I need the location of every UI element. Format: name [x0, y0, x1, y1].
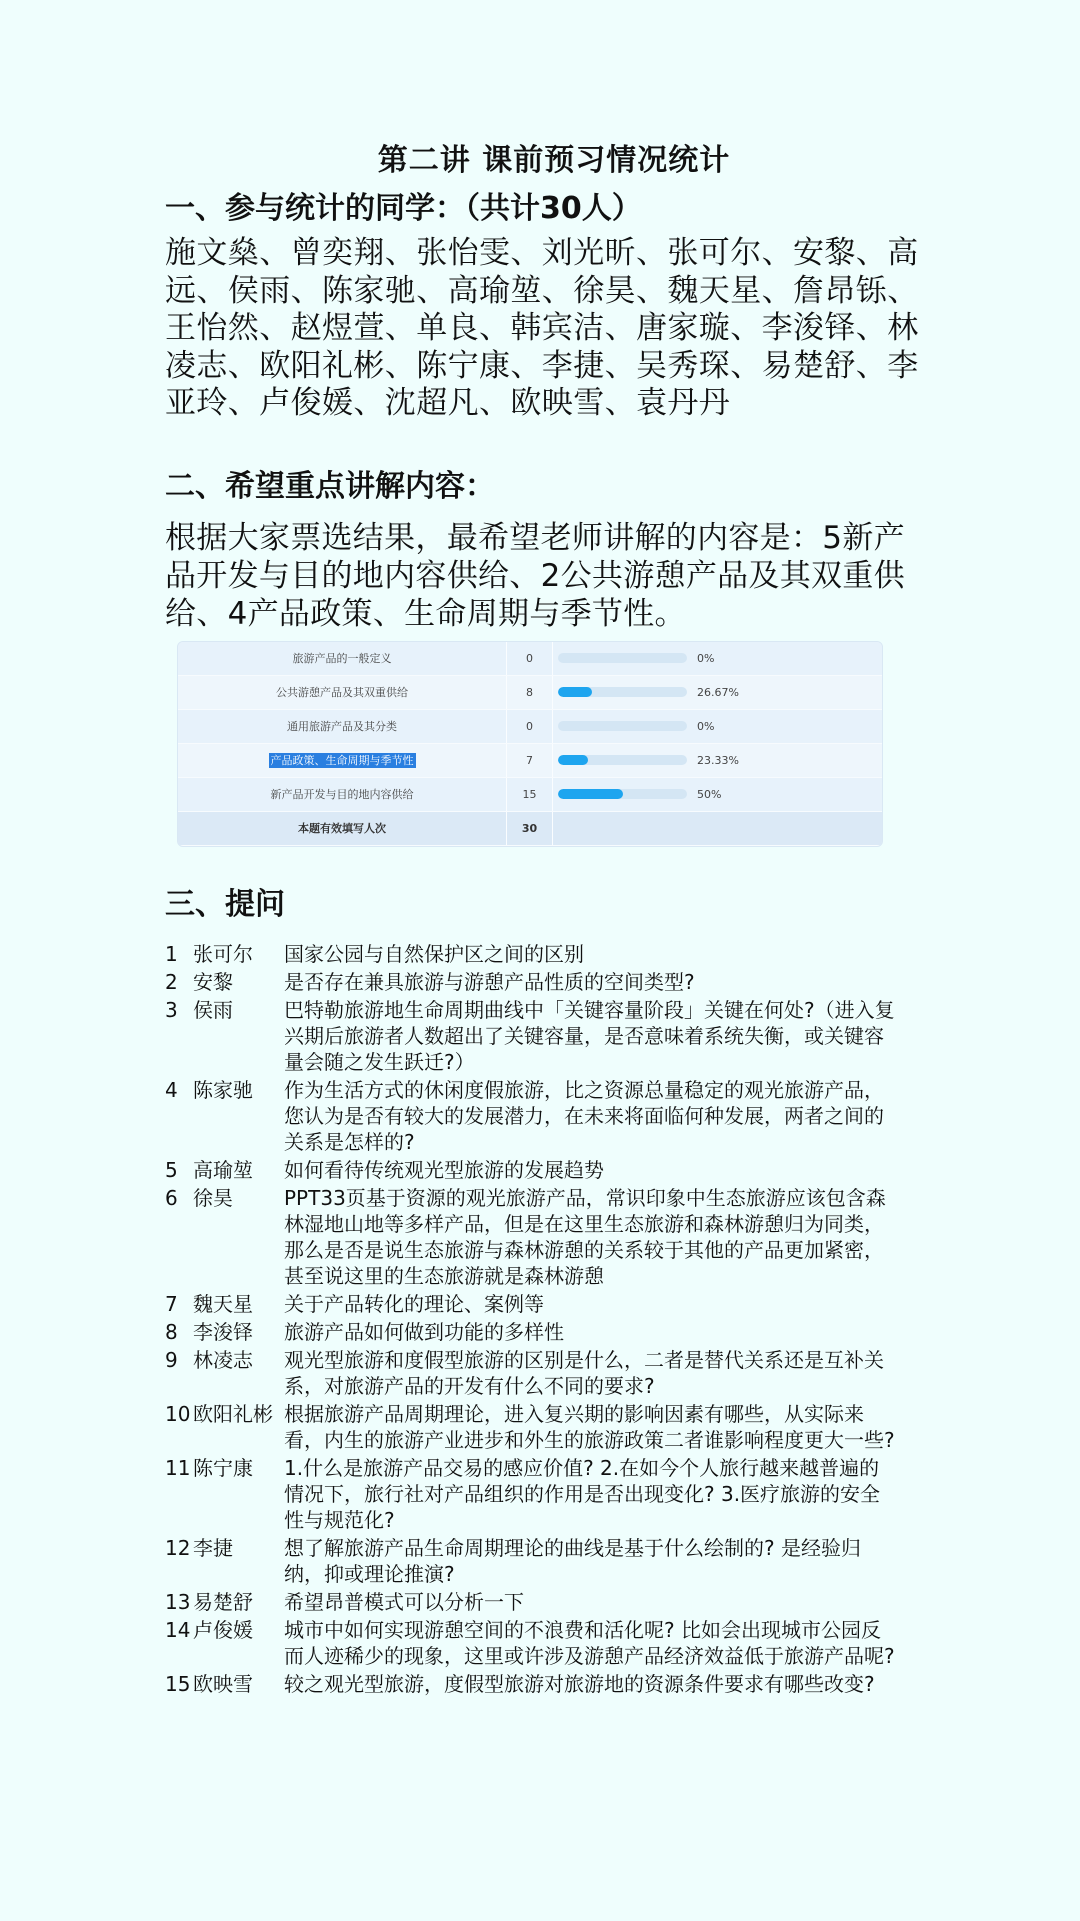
poll-option-count: 0: [507, 710, 553, 743]
question-text: 观光型旅游和度假型旅游的区别是什么，二者是替代关系还是互补关系，对旅游产品的开发有什么不同的要求?: [284, 1347, 884, 1398]
question-item: [165, 1589, 925, 1615]
poll-row: [178, 778, 882, 812]
question-number: 6: [165, 1185, 178, 1210]
participants-list: 施文燊、曾奕翔、张怡雯、刘光昕、张可尔、安黎、高远、侯雨、陈家驰、高瑜堃、徐昊、魏天星、詹昂铄、王怡然、赵煜萱、单良、韩宾洁、唐家璇、李浚铎、林凌志、欧阳礼彬、陈宁康、李捷、吴秀琛、易楚舒、李亚玲、卢俊媛、沈超凡、欧映雪、袁丹丹: [165, 235, 919, 421]
poll-row: [178, 642, 882, 676]
poll-total-count: 30: [507, 812, 553, 845]
question-item: [165, 1401, 925, 1453]
question-number: 8: [165, 1319, 178, 1344]
participants-heading: 一、参与统计的同学：（共计30人）: [165, 191, 642, 226]
vote-summary: 根据大家票选结果，最希望老师讲解的内容是：5新产品开发与目的地内容供给、2公共游憩产品及其双重供给、4产品政策、生命周期与季节性。: [165, 519, 905, 632]
question-number: 10: [165, 1401, 191, 1426]
question-text: 关于产品转化的理论、案例等: [284, 1291, 544, 1316]
poll-option-label: 旅游产品的一般定义: [178, 642, 507, 675]
question-number: 1: [165, 941, 178, 966]
question-item: [165, 1157, 925, 1183]
poll-progress-fill: [558, 755, 588, 765]
poll-option-label: 新产品开发与目的地内容供给: [178, 778, 507, 811]
question-text: PPT33页基于资源的观光旅游产品，常识印象中生态旅游应该包含森林湿地山地等多样产品，但是在这里生态旅游和森林游憩归为同类，那么是否是说生态旅游与森林游憩的关系较于其他的产品更加紧密，甚至说这里的生态旅游就是森林游憩: [284, 1185, 886, 1288]
question-number: 2: [165, 969, 178, 994]
question-author: 魏天星: [193, 1291, 253, 1316]
question-author: 张可尔: [193, 941, 253, 966]
question-number: 14: [165, 1617, 191, 1642]
question-text: 作为生活方式的休闲度假旅游，比之资源总量稳定的观光旅游产品，您认为是否有较大的发展潜力，在未来将面临何种发展，两者之间的关系是怎样的?: [284, 1077, 884, 1154]
question-author: 徐昊: [193, 1185, 233, 1210]
question-author: 李捷: [193, 1535, 233, 1560]
question-text: 旅游产品如何做到功能的多样性: [284, 1319, 564, 1344]
poll-results-table: [177, 641, 883, 847]
poll-option-label: 通用旅游产品及其分类: [178, 710, 507, 743]
question-number: 13: [165, 1589, 191, 1614]
poll-option-label: 公共游憩产品及其双重供给: [178, 676, 507, 709]
questions-heading: 三、提问: [165, 886, 285, 922]
question-author: 卢俊媛: [193, 1617, 253, 1642]
poll-progress-track: [558, 687, 687, 697]
poll-option-percent: 0%: [697, 719, 715, 733]
poll-progress-track: [558, 653, 687, 663]
poll-total-row: [178, 812, 882, 846]
question-author: 陈家驰: [193, 1077, 253, 1102]
question-author: 李浚铎: [193, 1319, 253, 1344]
poll-progress-fill: [558, 687, 592, 697]
poll-progress-track: [558, 789, 687, 799]
question-author: 欧映雪: [193, 1671, 253, 1696]
question-text: 巴特勒旅游地生命周期曲线中「关键容量阶段」关键在何处?（进入复兴期后旅游者人数超出了关键容量，是否意味着系统失衡，或关键容量会随之发生跃迁?）: [284, 997, 895, 1074]
question-author: 陈宁康: [193, 1455, 253, 1480]
question-text: 希望昂普模式可以分析一下: [284, 1589, 524, 1614]
question-author: 易楚舒: [193, 1589, 253, 1614]
question-item: [165, 941, 925, 967]
poll-option-percent: 50%: [697, 787, 722, 801]
question-author: 林凌志: [193, 1347, 253, 1372]
poll-option-percent: 23.33%: [697, 753, 739, 767]
poll-row: [178, 676, 882, 710]
poll-total-label: 本题有效填写人次: [178, 812, 507, 845]
question-number: 12: [165, 1535, 191, 1560]
question-text: 城市中如何实现游憩空间的不浪费和活化呢? 比如会出现城市公园反而人迹稀少的现象，这里或许涉及游憩产品经济效益低于旅游产品呢?: [284, 1617, 895, 1668]
poll-row: [178, 744, 882, 778]
question-text: 想了解旅游产品生命周期理论的曲线是基于什么绘制的? 是经验归纳，抑或理论推演?: [284, 1535, 861, 1586]
poll-bar-cell: [553, 720, 714, 733]
poll-bar-cell: [553, 754, 739, 767]
poll-bar-cell: [553, 686, 739, 699]
question-item: [165, 1291, 925, 1317]
question-number: 3: [165, 997, 178, 1022]
question-author: 欧阳礼彬: [193, 1401, 273, 1426]
question-author: 侯雨: [193, 997, 233, 1022]
poll-option-count: 15: [507, 778, 553, 811]
question-item: [165, 1535, 925, 1587]
question-number: 9: [165, 1347, 178, 1372]
poll-progress-track: [558, 755, 687, 765]
question-list: [165, 941, 925, 1697]
focus-heading: 二、希望重点讲解内容：: [165, 468, 495, 504]
question-text: 是否存在兼具旅游与游憩产品性质的空间类型?: [284, 969, 695, 994]
question-number: 7: [165, 1291, 178, 1316]
poll-bar-cell: [553, 788, 721, 801]
question-text: 国家公园与自然保护区之间的区别: [284, 941, 584, 966]
page-title: 第二讲 课前预习情况统计: [377, 143, 731, 178]
question-item: [165, 1319, 925, 1345]
document-page: [165, 135, 925, 1699]
poll-option-label: 产品政策、生命周期与季节性: [178, 744, 507, 777]
question-item: [165, 1347, 925, 1399]
poll-row: [178, 710, 882, 744]
question-text: 如何看待传统观光型旅游的发展趋势: [284, 1157, 604, 1182]
question-item: [165, 1077, 925, 1155]
question-number: 15: [165, 1671, 191, 1696]
poll-progress-track: [558, 721, 687, 731]
poll-bar-cell: [553, 652, 714, 665]
poll-option-count: 8: [507, 676, 553, 709]
question-number: 11: [165, 1455, 191, 1480]
question-item: [165, 1455, 925, 1533]
question-item: [165, 1671, 925, 1697]
question-author: 安黎: [193, 969, 233, 994]
question-text: 1.什么是旅游产品交易的感应价值? 2.在如今个人旅行越来越普遍的情况下，旅行社对产品组织的作用是否出现变化? 3.医疗旅游的安全性与规范化?: [284, 1455, 881, 1532]
poll-option-percent: 0%: [697, 651, 715, 665]
poll-progress-fill: [558, 789, 623, 799]
question-item: [165, 969, 925, 995]
poll-option-count: 0: [507, 642, 553, 675]
question-item: [165, 1617, 925, 1669]
question-text: 较之观光型旅游，度假型旅游对旅游地的资源条件要求有哪些改变?: [284, 1671, 875, 1696]
poll-option-count: 7: [507, 744, 553, 777]
question-number: 5: [165, 1157, 178, 1182]
question-number: 4: [165, 1077, 178, 1102]
question-text: 根据旅游产品周期理论，进入复兴期的影响因素有哪些，从实际来看，内生的旅游产业进步和外生的旅游政策二者谁影响程度更大一些?: [284, 1401, 895, 1452]
question-item: [165, 997, 925, 1075]
question-item: [165, 1185, 925, 1289]
question-author: 高瑜堃: [193, 1157, 253, 1182]
poll-option-percent: 26.67%: [697, 685, 739, 699]
